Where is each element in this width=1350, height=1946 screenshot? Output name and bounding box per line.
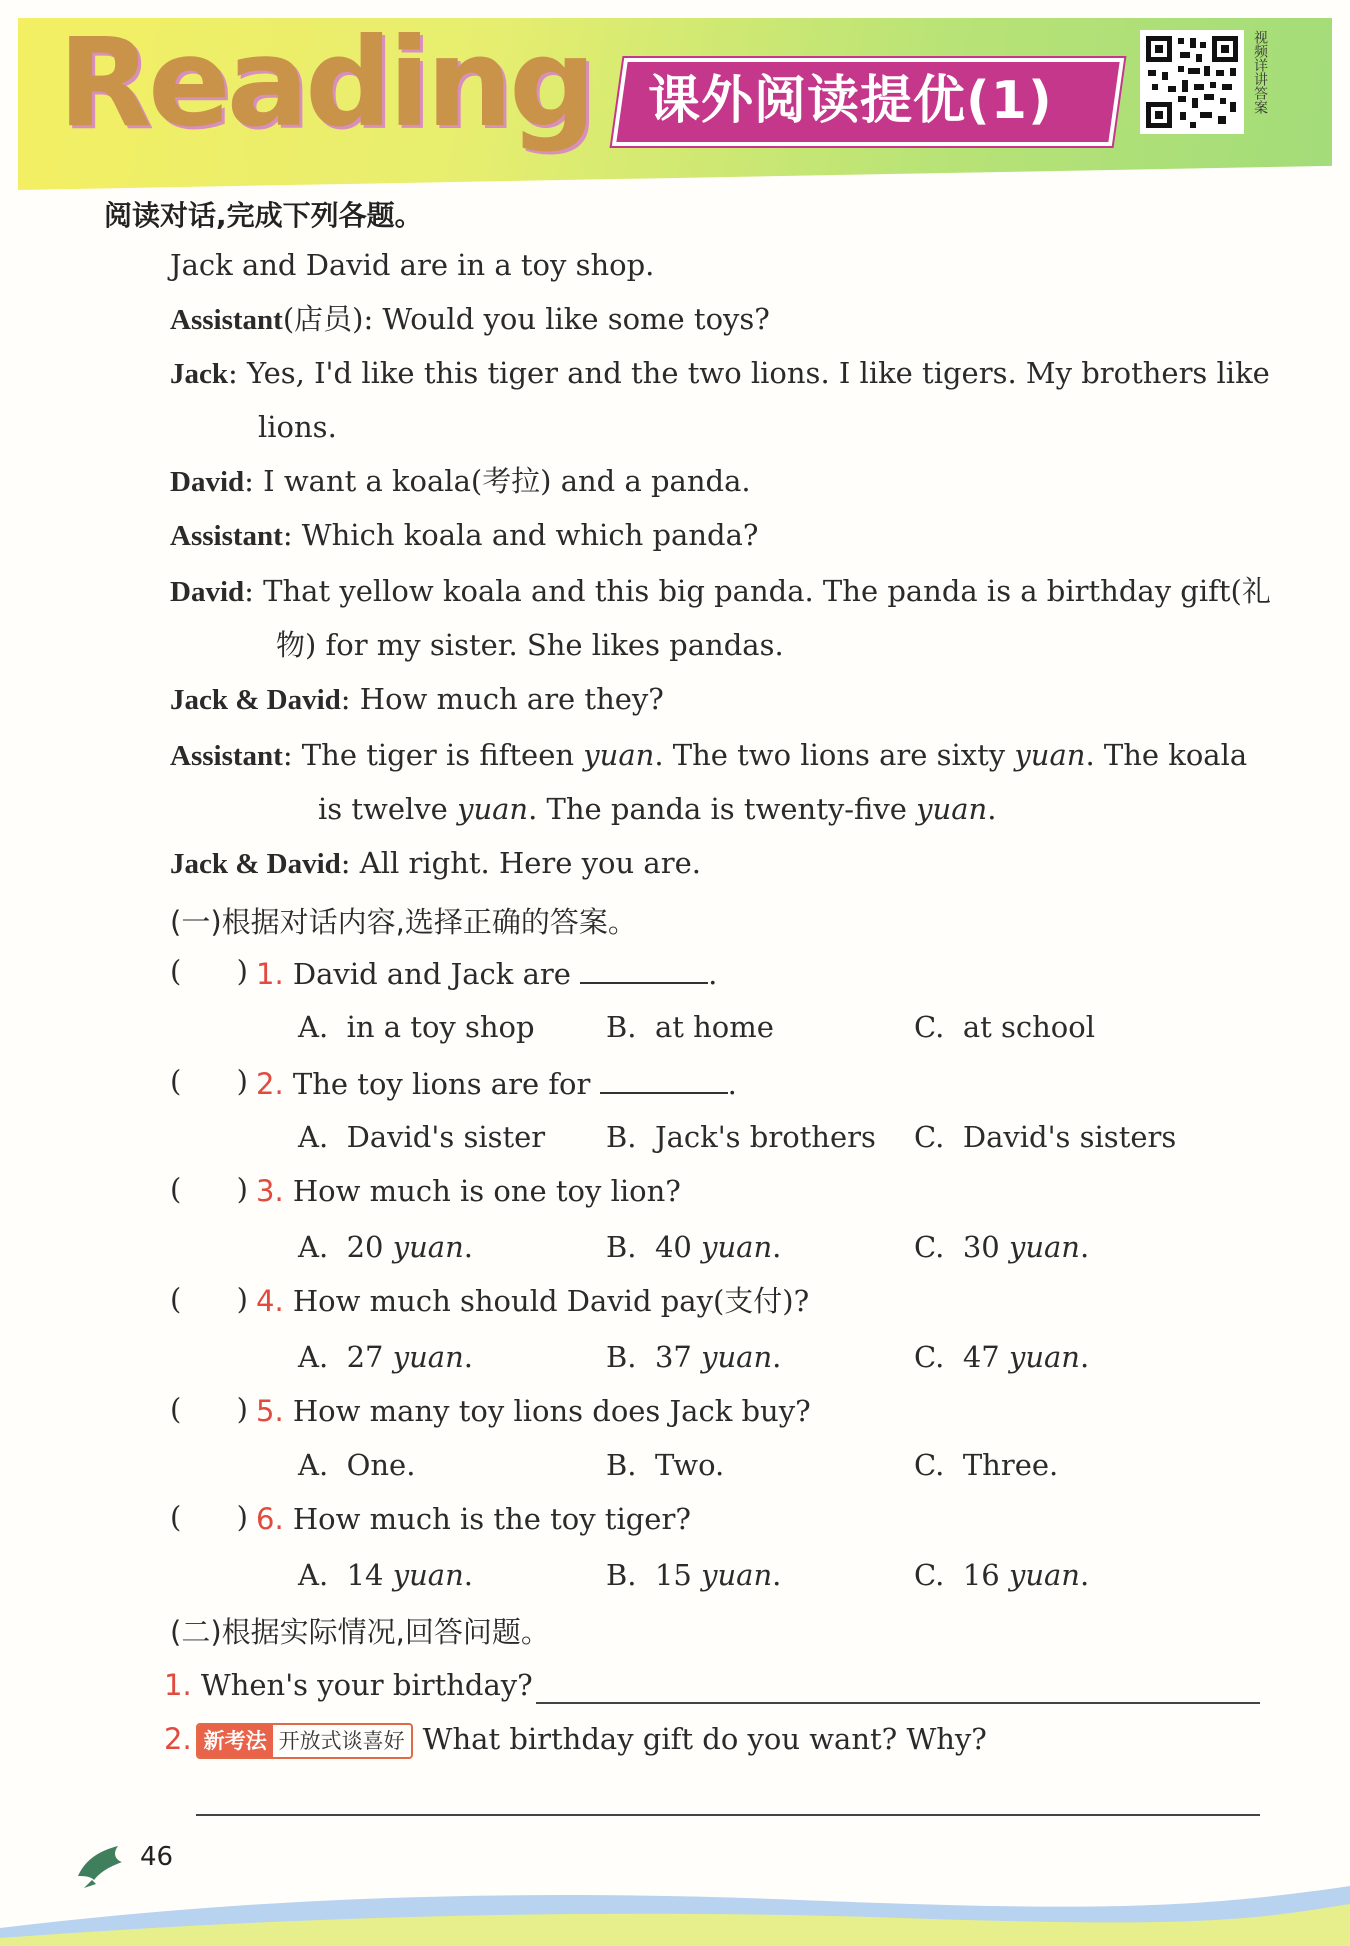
question-stem: The toy lions are for (292, 1067, 600, 1101)
option-a[interactable] (298, 1008, 535, 1046)
option-text: Two. (654, 1448, 725, 1482)
question-4 (256, 1282, 809, 1320)
question-number: 2. (164, 1722, 192, 1756)
instruction: 阅读对话,完成下列各题。 (104, 199, 423, 232)
option-letter: B. (606, 1230, 637, 1264)
question-5 (256, 1392, 811, 1430)
reading-banner-word: Reading (58, 12, 593, 154)
option-text: in a toy shop (346, 1010, 535, 1044)
line-text: That yellow koala and this big panda. The panda is a birthday gift(礼 (253, 574, 1271, 608)
speaker: Jack & David (170, 684, 341, 716)
page-number: 46 (140, 1842, 174, 1872)
option-letter: C. (914, 1010, 945, 1044)
option-a[interactable] (298, 1228, 473, 1266)
dialogue-line (170, 300, 770, 339)
speaker-note: : (244, 464, 254, 498)
option-letter: B. (606, 1448, 637, 1482)
option-letter: A. (298, 1120, 329, 1154)
dialogue-line (170, 354, 1270, 393)
unit-yuan: yuan (1014, 738, 1086, 772)
line-text: I want a koala(考拉) and a panda. (253, 464, 751, 498)
unit-yuan: yuan (1008, 1230, 1080, 1264)
dialogue-line (170, 572, 1271, 611)
dialogue-line (170, 736, 1247, 775)
question-number: 4. (256, 1284, 284, 1318)
question-number: 1. (256, 957, 284, 991)
question-3 (256, 1172, 681, 1210)
line-text: Which koala and which panda? (292, 518, 759, 552)
unit-yuan: yuan (1008, 1340, 1080, 1374)
option-text: Jack's brothers (654, 1120, 876, 1154)
option-c[interactable] (914, 1008, 1095, 1046)
option-letter: B. (606, 1120, 637, 1154)
question-stem: How much should David pay(支付)? (292, 1284, 810, 1318)
option-letter: B. (606, 1558, 637, 1592)
option-letter: A. (298, 1230, 329, 1264)
unit-yuan: yuan (916, 792, 988, 826)
question-2 (256, 1064, 737, 1103)
option-number: 47 (962, 1340, 1000, 1374)
question-end: . (727, 1067, 737, 1101)
unit-yuan: yuan (1008, 1558, 1080, 1592)
footer-wave (0, 1858, 1350, 1946)
speaker-note: : (228, 356, 238, 390)
option-b[interactable] (606, 1446, 724, 1484)
option-number: 40 (654, 1230, 692, 1264)
answer-blank[interactable] (600, 1064, 728, 1094)
answer-blank[interactable] (580, 954, 708, 984)
line-text: . The koala (1085, 738, 1248, 772)
option-letter: B. (606, 1010, 637, 1044)
tag-label: 开放式谈喜好 (278, 1729, 405, 1753)
unit-yuan: yuan (392, 1558, 464, 1592)
speaker-note: : (282, 738, 293, 772)
dialogue-line-continuation: lions. (258, 410, 337, 444)
question-number: 3. (256, 1174, 284, 1208)
section1-title: (一)根据对话内容,选择正确的答案。 (170, 905, 637, 939)
line-text: . The two lions are sixty (654, 738, 1015, 772)
page-title: 课外阅读提优(1) (648, 71, 1053, 131)
option-number: 27 (346, 1340, 384, 1374)
option-end: . (1079, 1230, 1090, 1264)
speaker: David (170, 576, 245, 608)
tag-highlight: 新考法 (198, 1725, 273, 1757)
option-b[interactable] (606, 1008, 774, 1046)
speaker-note: : (340, 682, 351, 716)
option-number: 30 (962, 1230, 1000, 1264)
dolphin-icon (72, 1836, 128, 1892)
line-text: All right. Here you are. (350, 846, 701, 880)
answer-bracket[interactable]: ( ) (170, 1392, 248, 1426)
answer-line[interactable] (536, 1702, 1260, 1704)
option-number: 20 (346, 1230, 384, 1264)
line-text: How much are they? (350, 682, 664, 716)
open-question-2 (164, 1720, 987, 1759)
line-text: The tiger is fifteen (292, 738, 584, 772)
question-stem: How many toy lions does Jack buy? (292, 1394, 811, 1428)
option-c[interactable] (914, 1446, 1058, 1484)
option-letter: A. (298, 1340, 329, 1374)
dialogue-line-continuation (318, 790, 996, 828)
question-stem: How much is one toy lion? (292, 1174, 681, 1208)
qr-caption: 视频详讲答案 (1252, 30, 1268, 114)
unit-yuan: yuan (701, 1340, 773, 1374)
open-question-1 (164, 1666, 533, 1704)
answer-bracket[interactable]: ( ) (170, 1500, 248, 1534)
option-text: at school (962, 1010, 1095, 1044)
question-end: . (708, 957, 718, 991)
answer-bracket[interactable]: ( ) (170, 1282, 248, 1316)
speaker: Assistant (170, 304, 283, 336)
unit-yuan: yuan (701, 1558, 773, 1592)
option-b[interactable] (606, 1556, 781, 1594)
line-text: Would you like some toys? (373, 302, 770, 336)
option-end: . (1079, 1558, 1090, 1592)
option-number: 14 (346, 1558, 384, 1592)
option-text: One. (346, 1448, 416, 1482)
answer-bracket[interactable]: ( ) (170, 1064, 248, 1098)
question-number: 1. (164, 1668, 192, 1702)
unit-yuan: yuan (583, 738, 655, 772)
option-c[interactable] (914, 1556, 1089, 1594)
speaker: Assistant (170, 740, 283, 772)
option-letter: C. (914, 1230, 945, 1264)
option-end: . (772, 1558, 782, 1592)
option-number: 15 (654, 1558, 692, 1592)
option-b[interactable] (606, 1338, 781, 1376)
line-text: . (987, 792, 997, 826)
option-text: at home (654, 1010, 774, 1044)
option-b[interactable] (606, 1118, 876, 1156)
dialogue-line (170, 844, 701, 883)
question-number: 6. (256, 1502, 284, 1536)
dialogue-intro: Jack and David are in a toy shop. (170, 248, 655, 282)
speaker-note: : (340, 846, 351, 880)
answer-line[interactable] (196, 1814, 1260, 1816)
line-text: is twelve (318, 792, 458, 826)
question-6 (256, 1500, 691, 1538)
option-end: . (463, 1340, 473, 1374)
qr-code-icon[interactable] (1140, 30, 1244, 134)
unit-yuan: yuan (392, 1340, 464, 1374)
option-c[interactable] (914, 1228, 1089, 1266)
speaker-note: : (282, 518, 293, 552)
option-c[interactable] (914, 1118, 1176, 1156)
dialogue-line-continuation: 物) for my sister. She likes pandas. (276, 628, 784, 662)
option-end: . (463, 1558, 473, 1592)
option-a[interactable] (298, 1446, 415, 1484)
dialogue-line (170, 516, 758, 555)
option-b[interactable] (606, 1228, 781, 1266)
option-letter: C. (914, 1120, 945, 1154)
answer-bracket[interactable]: ( ) (170, 954, 248, 988)
speaker-note: (店员): (282, 302, 374, 336)
question-stem: David and Jack are (292, 957, 581, 991)
speaker-note: : (244, 574, 254, 608)
option-letter: C. (914, 1558, 945, 1592)
option-text: David's sister (346, 1120, 546, 1154)
option-end: . (1079, 1340, 1090, 1374)
option-a[interactable] (298, 1338, 473, 1376)
speaker: Assistant (170, 520, 283, 552)
question-1 (256, 954, 717, 993)
speaker: Jack & David (170, 848, 341, 880)
question-text: What birthday gift do you want? Why? (422, 1722, 987, 1756)
option-end: . (772, 1340, 782, 1374)
option-letter: A. (298, 1558, 329, 1592)
section2-title: (二)根据实际情况,回答问题。 (170, 1615, 550, 1649)
question-number: 2. (256, 1067, 284, 1101)
question-number: 5. (256, 1394, 284, 1428)
dialogue-line (170, 462, 751, 501)
option-letter: A. (298, 1010, 329, 1044)
question-stem: How much is the toy tiger? (292, 1502, 691, 1536)
option-text: Three. (962, 1448, 1059, 1482)
option-number: 37 (654, 1340, 692, 1374)
unit-yuan: yuan (392, 1230, 464, 1264)
option-c[interactable] (914, 1338, 1089, 1376)
option-end: . (463, 1230, 473, 1264)
new-exam-tag (196, 1723, 413, 1759)
option-text: David's sisters (962, 1120, 1177, 1154)
speaker: Jack (170, 358, 228, 390)
unit-yuan: yuan (457, 792, 529, 826)
option-a[interactable] (298, 1118, 545, 1156)
line-text: . The panda is twenty-five (528, 792, 917, 826)
option-number: 16 (962, 1558, 1000, 1592)
question-text: When's your birthday? (200, 1668, 533, 1702)
option-letter: C. (914, 1340, 945, 1374)
option-end: . (772, 1230, 782, 1264)
unit-yuan: yuan (701, 1230, 773, 1264)
option-letter: B. (606, 1340, 637, 1374)
line-text: Yes, I'd like this tiger and the two lions. I like tigers. My brothers like (237, 356, 1270, 390)
answer-bracket[interactable]: ( ) (170, 1172, 248, 1206)
option-letter: C. (914, 1448, 945, 1482)
option-a[interactable] (298, 1556, 473, 1594)
speaker: David (170, 466, 245, 498)
dialogue-line (170, 680, 664, 719)
option-letter: A. (298, 1448, 329, 1482)
